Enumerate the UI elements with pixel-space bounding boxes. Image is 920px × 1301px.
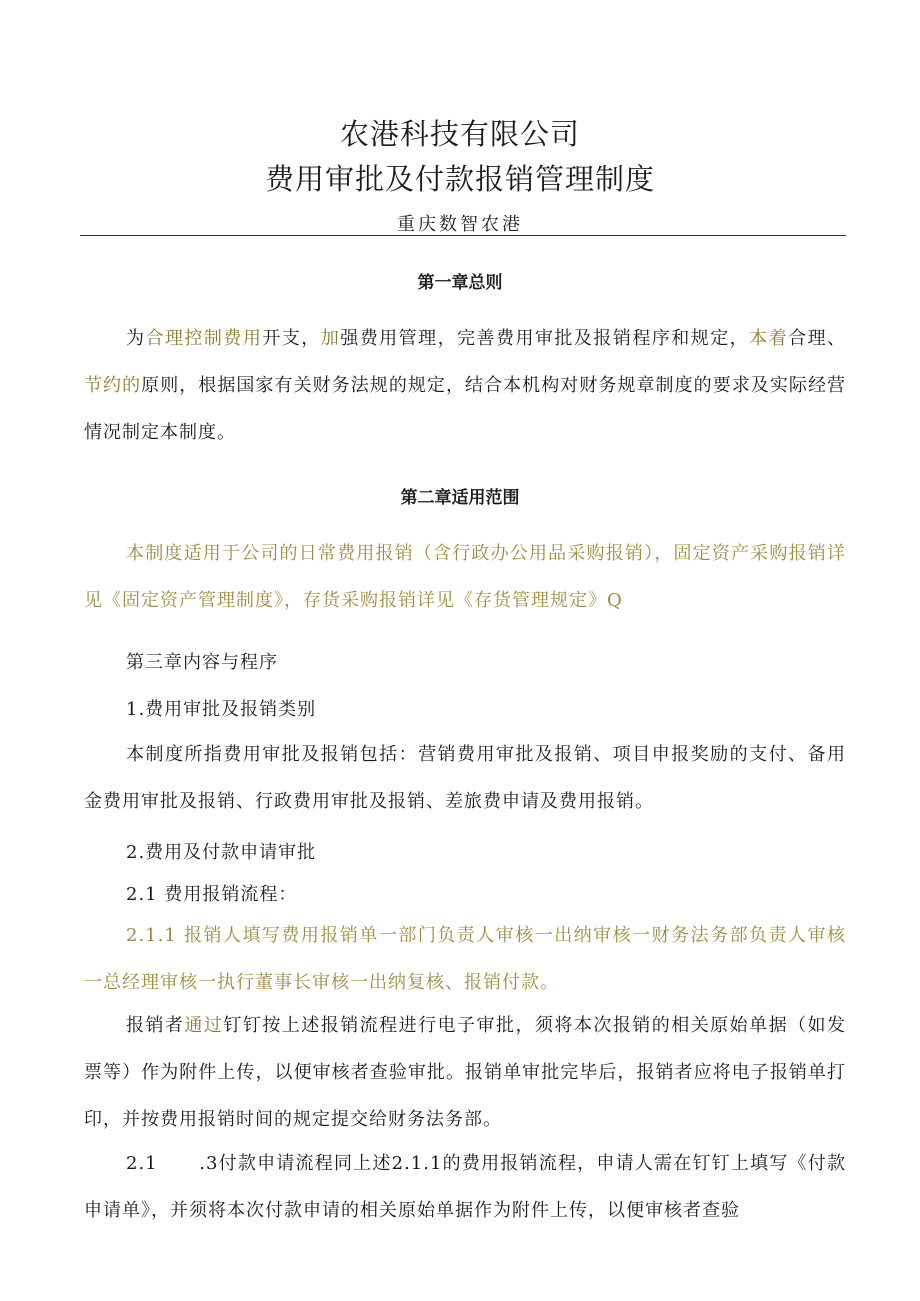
text-run: 钉钉按上述报销流程进行电子审批，须将本次报销的相关原始单据（如发票等）作为附件上传，以便审核者查验审批。报销单审批完毕后，报销者应将电子报销单打印，并按费用报销时间的规定提交给财务法务部。 <box>84 1015 847 1130</box>
chapter-2-paragraph: 本制度适用于公司的日常费用报销（含行政办公用品采购报销），固定资产采购报销详见《固定资产管理制度》，存货采购报销详见《存货管理规定》Q <box>84 543 846 611</box>
text-run-highlight: 本着 <box>749 328 789 349</box>
text-run: 合理、 <box>788 328 847 349</box>
text-run: 原则，根据国家有关财务法规的规定，结合本机构对财务规章制度的要求及实际经营情况制定本制度。 <box>84 375 846 443</box>
text-run-highlight: 加 <box>320 328 341 349</box>
section-2-1-1-paragraph: 2.1.1 报销人填写费用报销单一部门负责人审核一出纳审核一财务法务部负责人审核一总经理审核一执行董事长审核一出纳复核、报销付款。 <box>84 925 846 993</box>
chapter-1-heading: 第一章总则 <box>417 273 503 293</box>
chapter-1-paragraph <box>84 315 846 456</box>
company-name: 农港科技有限公司 <box>339 117 580 151</box>
section-2-1-2-paragraph <box>84 1002 846 1143</box>
section-1-paragraph: 本制度所指费用审批及报销包括：营销费用审批及报销、项目申报奖励的支付、备用金费用审批及报销、行政费用审批及报销、差旅费申请及费用报销。 <box>84 744 846 812</box>
chapter-2-heading: 第二章适用范围 <box>400 488 520 508</box>
issuer-name: 重庆数智农港 <box>397 214 523 235</box>
text-run: 为 <box>126 328 146 349</box>
text-run: 强费用管理，完善费用审批及报销程序和规定， <box>340 328 750 349</box>
section-2-1-3-paragraph: 2.1 .3付款申请流程同上述2.1.1的费用报销流程，申请人需在钉钉上填写《付款申请单》，并须将本次付款申请的相关原始单据作为附件上传，以便审核者查验 <box>84 1153 846 1221</box>
header-divider <box>80 235 846 236</box>
text-run-highlight: 节约的 <box>84 375 142 396</box>
chapter-3-heading: 第三章内容与程序 <box>126 652 278 673</box>
text-run-highlight: 通过 <box>184 1015 224 1036</box>
document-title: 费用审批及付款报销管理制度 <box>264 162 655 196</box>
text-run-highlight: 合理控制费用 <box>145 328 263 349</box>
text-run: 开支， <box>262 328 321 349</box>
section-1-title: 1.费用审批及报销类别 <box>126 699 317 720</box>
text-run: 报销者 <box>126 1015 185 1036</box>
section-2-title: 2.费用及付款申请审批 <box>126 842 317 863</box>
section-2-1-title: 2.1 费用报销流程： <box>126 884 298 905</box>
